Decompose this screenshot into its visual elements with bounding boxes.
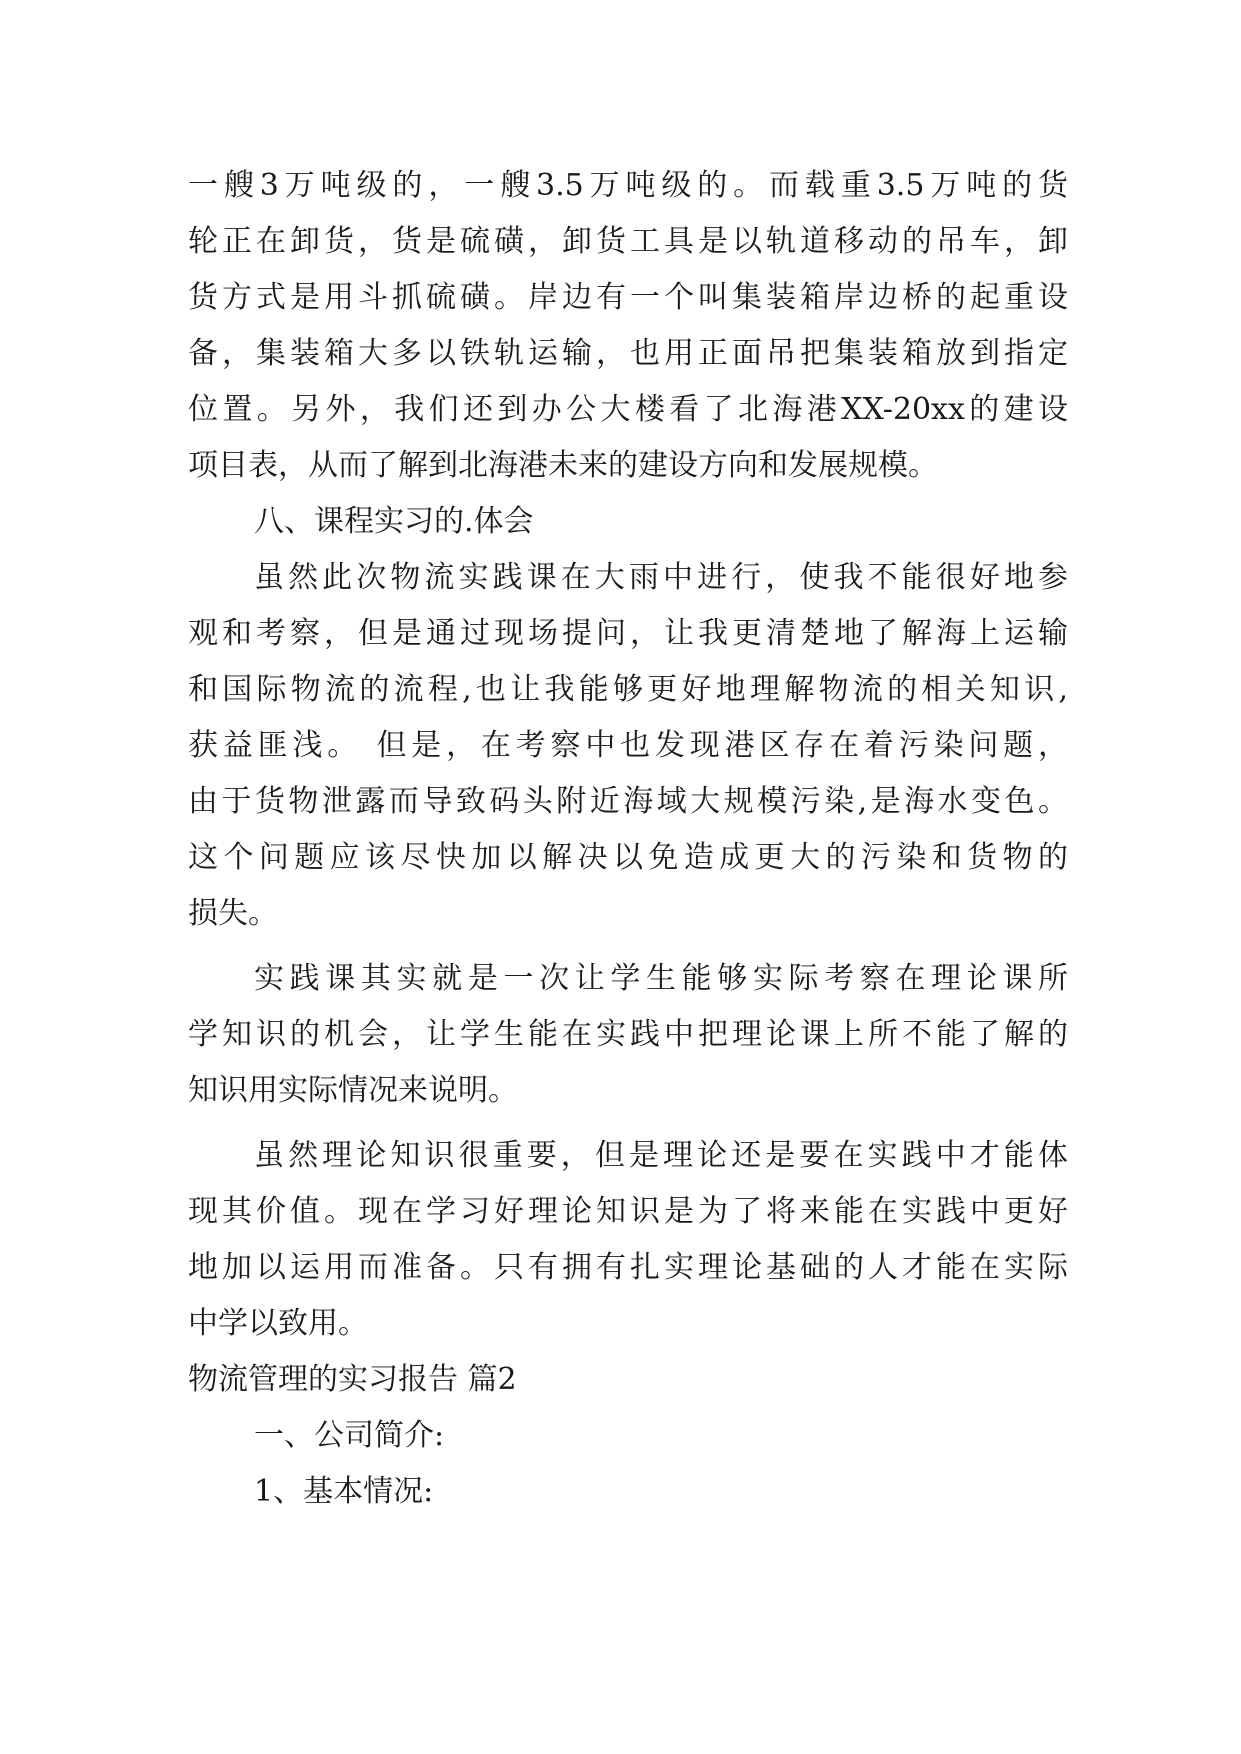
text-line: 现其价值。现在学习好理论知识是为了将来能在实践中更好: [188, 1194, 1068, 1229]
text-line: 地加以运用而准备。只有拥有扎实理论基础的人才能在实际: [188, 1250, 1068, 1285]
text-line: 中学以致用。: [188, 1306, 368, 1341]
text-line: 由于货物泄露而导致码头附近海域大规模污染,是海水变色。: [188, 784, 1068, 819]
text-line: 货方式是用斗抓硫磺。岸边有一个叫集装箱岸边桥的起重设: [188, 280, 1068, 315]
text-line: 和国际物流的流程,也让我能够更好地理解物流的相关知识,: [188, 672, 1068, 707]
text-line: 备，集装箱大多以铁轨运输，也用正面吊把集装箱放到指定: [188, 336, 1068, 371]
section-heading: 八、课程实习的.体会: [254, 504, 534, 539]
text-line: 虽然此次物流实践课在大雨中进行，使我不能很好地参: [254, 560, 1068, 595]
text-line: 这个问题应该尽快加以解决以免造成更大的污染和货物的: [188, 840, 1068, 875]
text-line: 观和考察，但是通过现场提问，让我更清楚地了解海上运输: [188, 616, 1068, 651]
text-line: 知识用实际情况来说明。: [188, 1073, 518, 1108]
text-line: 损失。: [188, 896, 278, 931]
text-line: 一艘3万吨级的，一艘3.5万吨级的。而载重3.5万吨的货: [188, 168, 1068, 203]
text-line: 学知识的机会，让学生能在实践中把理论课上所不能了解的: [188, 1017, 1068, 1052]
text-line: 虽然理论知识很重要，但是理论还是要在实践中才能体: [254, 1138, 1068, 1173]
subsection-heading: 1、基本情况:: [254, 1474, 434, 1509]
text-line: 获益匪浅。 但是，在考察中也发现港区存在着污染问题，: [188, 728, 1068, 763]
text-line: 实践课其实就是一次让学生能够实际考察在理论课所: [254, 961, 1068, 996]
report-title: 物流管理的实习报告 篇2: [188, 1362, 517, 1397]
text-line: 位置。另外，我们还到办公大楼看了北海港XX-20xx的建设: [188, 392, 1068, 427]
text-line: 项目表，从而了解到北海港未来的建设方向和发展规模。: [188, 448, 938, 483]
section-heading: 一、公司简介:: [254, 1418, 445, 1453]
text-line: 轮正在卸货，货是硫磺，卸货工具是以轨道移动的吊车，卸: [188, 224, 1068, 259]
